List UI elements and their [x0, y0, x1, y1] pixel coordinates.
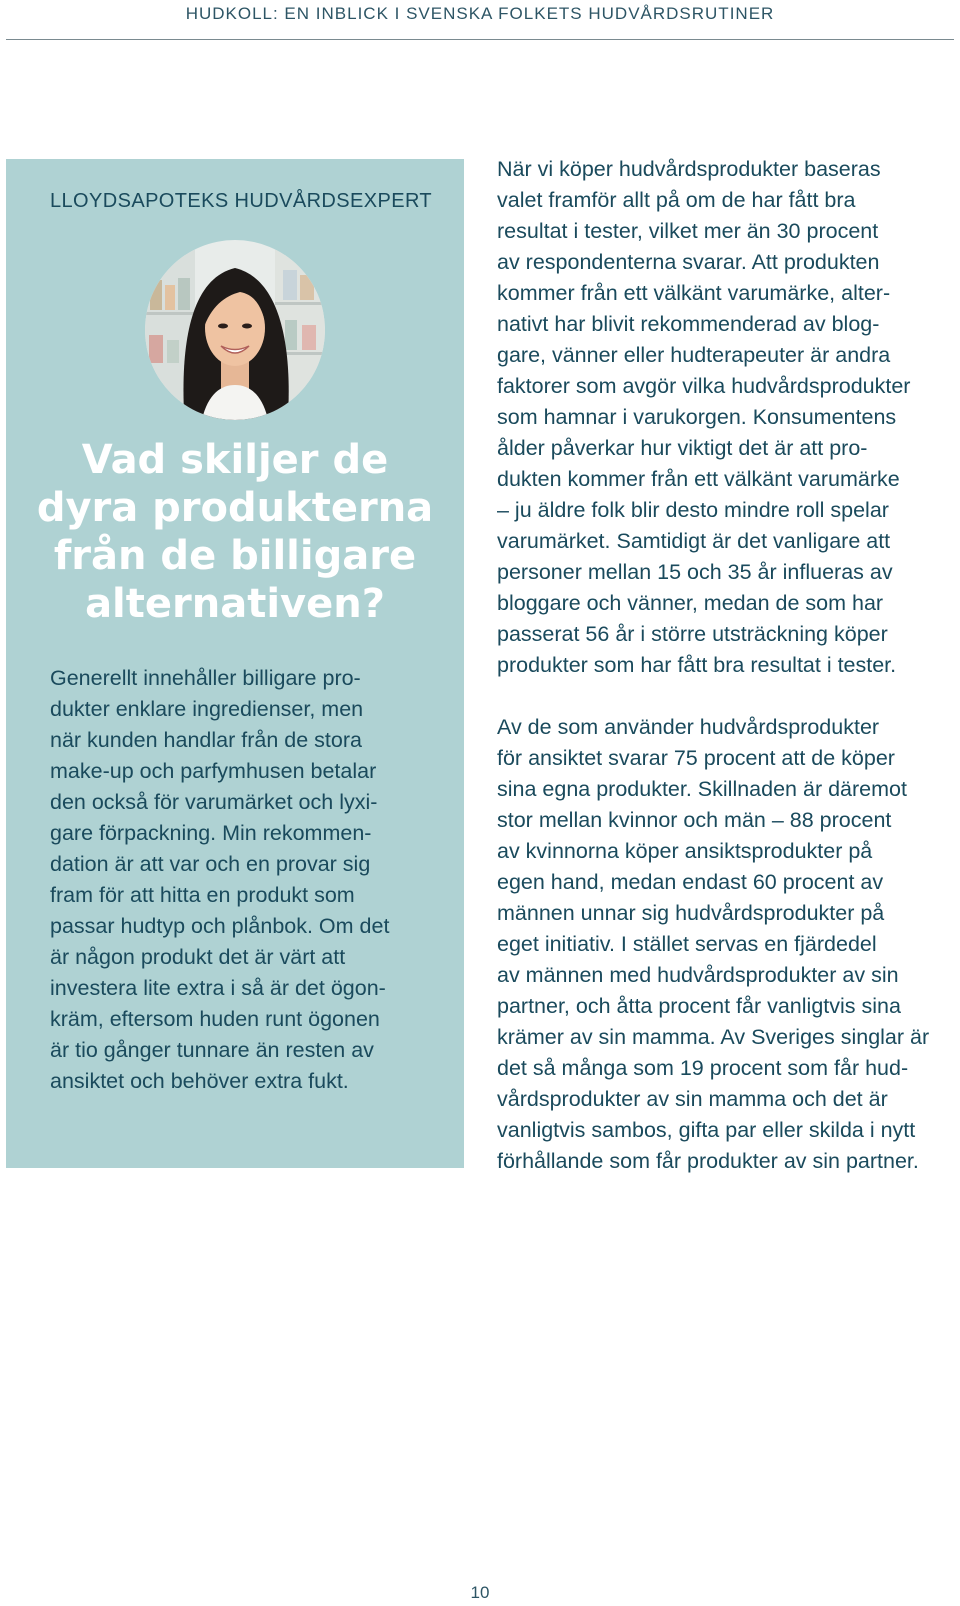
expert-portrait-photo — [145, 240, 325, 420]
heading-line: från de billigare — [53, 533, 417, 579]
text-line: vårdsprodukter av sin mamma och det är — [497, 1087, 888, 1111]
main-paragraph-2 — [497, 712, 957, 1177]
text-line: gare, vänner eller hudterapeuter är andra — [497, 343, 891, 367]
text-line: valet framför allt på om de har fått bra — [497, 188, 856, 212]
text-line: när kunden handlar från de stora — [50, 728, 362, 752]
sidebar-body-text — [50, 663, 450, 1097]
text-line: – ju äldre folk blir desto mindre roll spelar — [497, 498, 889, 522]
sidebar-heading — [6, 436, 464, 628]
text-line: dukter enklare ingredienser, men — [50, 697, 364, 721]
expert-label: LLOYDSAPOTEKS HUDVÅRDSEXPERT — [50, 190, 433, 212]
text-line: förhållande som får produkter av sin partner. — [497, 1149, 919, 1173]
text-line: krämer av sin mamma. Av Sveriges singlar är — [497, 1025, 930, 1049]
text-line: dukten kommer från ett välkänt varumärke — [497, 467, 900, 491]
text-line: av respondenterna svarar. Att produkten — [497, 250, 880, 274]
text-line: egen hand, medan endast 60 procent av — [497, 870, 884, 894]
main-paragraph-1 — [497, 154, 957, 681]
text-line: varumärket. Samtidigt är det vanligare att — [497, 529, 891, 553]
text-line: det så många som 19 procent som får hud- — [497, 1056, 909, 1080]
text-line: männen unnar sig hudvårdsprodukter på — [497, 901, 885, 925]
text-line: är någon produkt det är värt att — [50, 945, 346, 969]
heading-line: Vad skiljer de — [81, 437, 389, 483]
text-line: passar hudtyp och plånbok. Om det — [50, 914, 390, 938]
text-line: är tio gånger tunnare än resten av — [50, 1038, 374, 1062]
text-line: passerat 56 år i större utsträckning köper — [497, 622, 888, 646]
text-line: bloggare och vänner, medan de som har — [497, 591, 884, 615]
text-line: av männen med hudvårdsprodukter av sin — [497, 963, 899, 987]
text-line: produkter som har fått bra resultat i tester. — [497, 653, 897, 677]
text-line: fram för att hitta en produkt som — [50, 883, 355, 907]
running-header: HUDKOLL: EN INBLICK I SVENSKA FOLKETS HUDVÅRDSRUTINER — [185, 4, 775, 23]
heading-line: dyra produkterna — [36, 485, 434, 531]
text-line: partner, och åtta procent får vanligtvis sina — [497, 994, 901, 1018]
text-line: investera lite extra i så är det ögon- — [50, 976, 386, 1000]
text-line: dation är att var och en provar sig — [50, 852, 371, 876]
text-line: den också för varumärket och lyxi- — [50, 790, 378, 814]
text-line: Generellt innehåller billigare pro- — [50, 666, 361, 690]
page-number: 10 — [470, 1583, 490, 1602]
text-line: personer mellan 15 och 35 år influeras av — [497, 560, 893, 584]
text-line: ansiktet och behöver extra fukt. — [50, 1069, 349, 1093]
text-line: för ansiktet svarar 75 procent att de köper — [497, 746, 895, 770]
text-line: av kvinnorna köper ansiktsprodukter på — [497, 839, 873, 863]
text-line: nativt har blivit rekommenderad av blog- — [497, 312, 880, 336]
text-line: make-up och parfymhusen betalar — [50, 759, 377, 783]
text-line: vanligtvis sambos, gifta par eller skilda i nytt — [497, 1118, 916, 1142]
text-line: När vi köper hudvårdsprodukter baseras — [497, 157, 881, 181]
text-line: Av de som använder hudvårdsprodukter — [497, 715, 880, 739]
header-divider — [6, 39, 954, 40]
text-line: eget initiativ. I stället servas en fjärdedel — [497, 932, 877, 956]
text-line: resultat i tester, vilket mer än 30 procent — [497, 219, 879, 243]
heading-line: alternativen? — [85, 581, 385, 627]
text-line: gare förpackning. Min rekommen- — [50, 821, 372, 845]
text-line: kommer från ett välkänt varumärke, alter- — [497, 281, 891, 305]
text-line: som hamnar i varukorgen. Konsumentens — [497, 405, 897, 429]
text-line: ålder påverkar hur viktigt det är att pro- — [497, 436, 868, 460]
text-line: faktorer som avgör vilka hudvårdsprodukter — [497, 374, 911, 398]
text-line: kräm, eftersom huden runt ögonen — [50, 1007, 380, 1031]
text-line: stor mellan kvinnor och män – 88 procent — [497, 808, 892, 832]
text-line: sina egna produkter. Skillnaden är däremot — [497, 777, 907, 801]
